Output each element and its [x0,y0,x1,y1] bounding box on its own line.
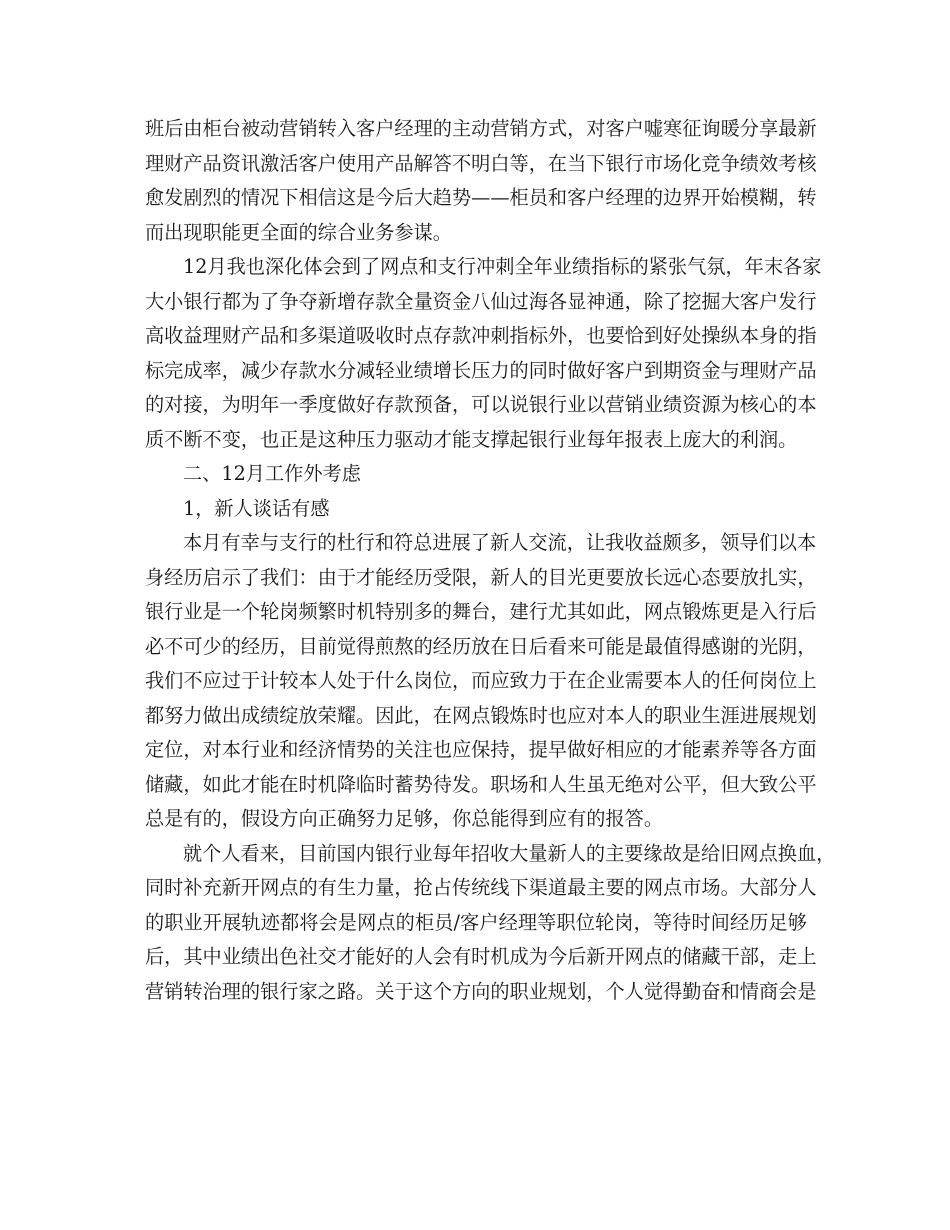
text-line: 都努力做出成绩绽放荣耀。因此，在网点锻炼时也应对本人的职业生涯进展规划 [145,703,817,727]
text-line: 储藏，如此才能在时机降临时蓄势待发。职场和人生虽无绝对公平，但大致公平 [145,772,817,796]
text-line: 定位，对本行业和经济情势的关注也应保持，提早做好相应的才能素养等各方面 [145,738,817,761]
text-line: 的职业开展轨迹都将会是网点的柜员/客户经理等职位轮岗，等待时间经历足够 [145,910,807,934]
text-line: 12月我也深化体会到了网点和支行冲刺全年业绩指标的紧张气氛，年末各家 [183,255,822,278]
text-line: 营销转治理的银行家之路。关于这个方向的职业规划，个人觉得勤奋和情商会是 [145,979,817,1003]
text-line: 愈发剧烈的情况下相信这是今后大趋势——柜员和客户经理的边界开始模糊，转 [145,186,817,209]
text-line: 总是有的，假设方向正确努力足够，你总能得到应有的报答。 [145,807,664,830]
text-line: 班后由柜台被动营销转入客户经理的主动营销方式，对客户嘘寒征询暖分享最新 [145,117,817,140]
text-line: 质不断不变，也正是这种压力驱动才能支撑起银行业每年报表上庞大的利润。 [145,427,798,451]
text-line: 身经历启示了我们：由于才能经历受限，新人的目光更要放长远心态要放扎实， [145,565,817,589]
text-line: 1，新人谈话有感 [183,496,330,520]
text-line: 大小银行都为了争夺新增存款全量资金八仙过海各显神通，除了挖掘大客户发行 [145,289,817,313]
document-body [145,112,836,1009]
text-line: 二、12月工作外考虑 [183,462,361,485]
text-line: 就个人看来，目前国内银行业每年招收大量新人的主要缘故是给旧网点换血， [183,841,836,865]
text-line: 同时补充新开网点的有生力量，抢占传统线下渠道最主要的网点市场。大部分人 [145,876,817,899]
text-line: 而出现职能更全面的综合业务参谋。 [145,220,452,244]
text-line: 理财产品资讯激活客户使用产品解答不明白等，在当下银行市场化竞争绩效考核 [145,151,817,175]
text-line: 后，其中业绩出色社交才能好的人会有时机成为今后新开网点的储藏干部，走上 [145,945,817,968]
text-line: 必不可少的经历，目前觉得煎熬的经历放在日后看来可能是最值得感谢的光阴， [145,634,817,658]
text-line: 本月有幸与支行的杜行和符总进展了新人交流，让我收益颇多，领导们以本 [183,531,817,554]
text-line: 高收益理财产品和多渠道吸收时点存款冲刺指标外，也要恰到好处操纵本身的指 [145,324,817,347]
text-line: 标完成率，减少存款水分减轻业绩增长压力的同时做好客户到期资金与理财产品 [145,358,817,382]
text-line: 我们不应过于计较本人处于什么岗位，而应致力于在企业需要本人的任何岗位上 [145,669,817,692]
text-line: 的对接，为明年一季度做好存款预备，可以说银行业以营销业绩资源为核心的本 [145,393,817,416]
text-line: 银行业是一个轮岗频繁时机特别多的舞台，建行尤其如此，网点锻炼更是入行后 [145,600,817,623]
